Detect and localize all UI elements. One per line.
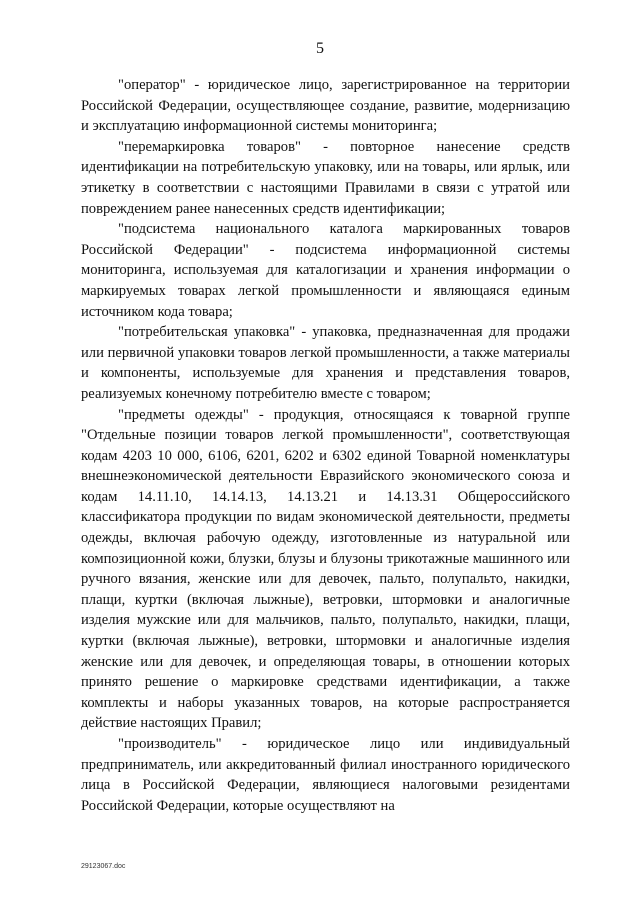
definition-catalog-subsystem: "подсистема национального каталога маркированных товаров Российской Федерации" - подсистема информационной системы мониторинга, используемая для каталогизации и хранения информации о маркируемых товарах легкой промышленности и являющаяся единым источником кода товара;	[81, 221, 570, 320]
definition-manufacturer: "производитель" - юридическое лицо или индивидуальный предприниматель, или аккредитованный филиал иностранного юридического лица в Российской Федерации, являющиеся налоговыми резидентами Российской Федерации, которые осуществляют на	[81, 736, 570, 814]
definition-remarking: "перемаркировка товаров" - повторное нанесение средств идентификации на потребительскую упаковку, или на товары, или ярлык, или этикетку в соответствии с настоящими Правилами в связи с утратой или повреждением ранее нанесенных средств идентификации;	[81, 138, 570, 217]
definition-operator: "оператор" - юридическое лицо, зарегистрированное на территории Российской Федерации, осуществляющее создание, развитие, модернизацию и эксплуатацию информационной системы мониторинга;	[81, 77, 570, 135]
definition-consumer-packaging: "потребительская упаковка" - упаковка, предназначенная для продажи или первичной упаковки товаров легкой промышленности, а также материалы и компоненты, используемые для хранения и представления товаров, реализуемых конечному потребителю вместе с товаром;	[81, 324, 570, 402]
page-number: 5	[316, 40, 324, 57]
file-name-footer: 29123067.doc	[81, 863, 126, 870]
definition-clothing-items: "предметы одежды" - продукция, относящаяся к товарной группе "Отдельные позиции товаров легкой промышленности", соответствующая кодам 4203 10 000, 6106, 6201, 6202 и 6302 единой Товарной номенклатуры внешнеэкономической деятельности Евразийского экономического союза и кодам 14.11.10, 14.14.13, 14.13.21 и 14.13.31 Общероссийского классификатора продукции по видам экономической деятельности, предметы одежды, включая рабочую одежду, изготовленные из натуральной или композиционной кожи, блузки, блузы и блузоны трикотажные машинного или ручного вязания, женские или для девочек, пальто, полупальто, накидки, плащи, куртки (включая лыжные), ветровки, штормовки и аналогичные изделия мужские или для мальчиков, пальто, полупальто, накидки, плащи, куртки (включая лыжные), ветровки, штормовки и аналогичные изделия женские или для девочек, и определяющая товары, в отношении которых принято решение о маркировке средствами идентификации, а также комплекты и наборы указанных товаров, на которые распространяется действие настоящих Правил;	[81, 406, 570, 732]
document-body	[81, 75, 570, 816]
